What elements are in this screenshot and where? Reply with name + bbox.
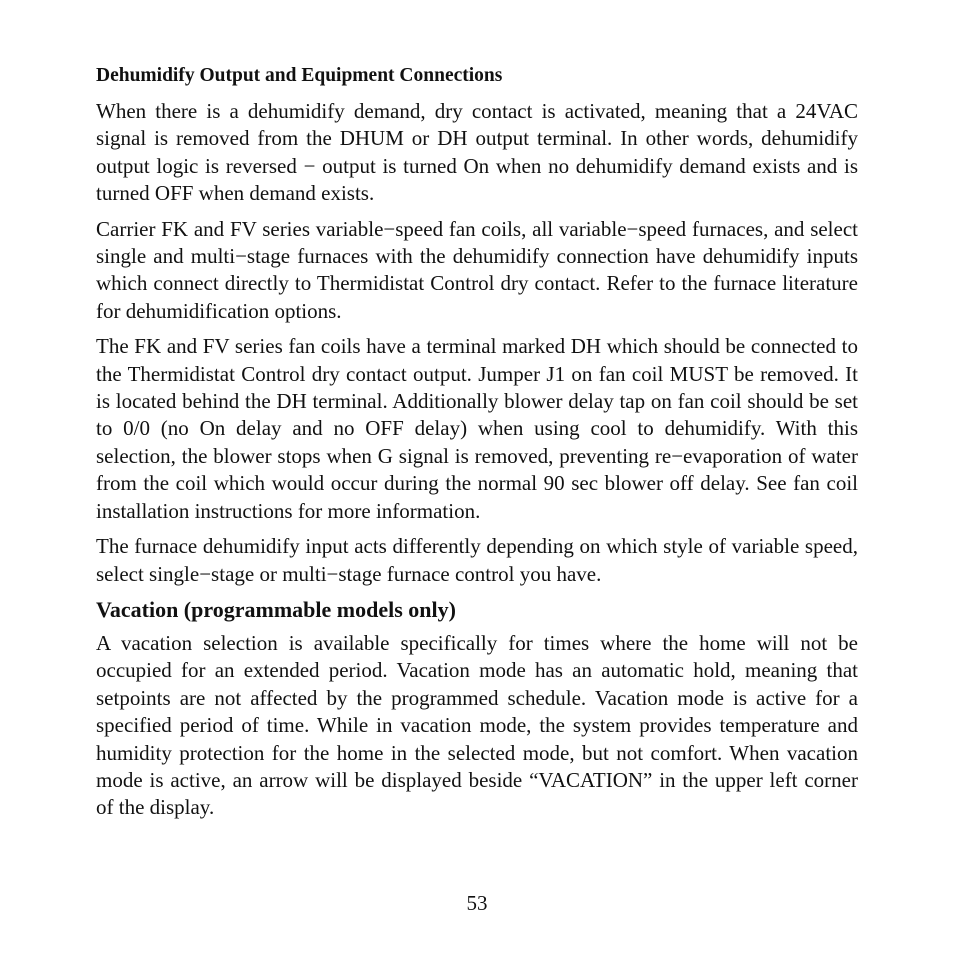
section-heading-dehumidify: Dehumidify Output and Equipment Connections xyxy=(96,65,503,86)
paragraph-vacation-1: A vacation selection is available specifically for times where the home will not be occupied for an extended period. Vacation mode has an automatic hold, meaning that setpoints are not affected by the programmed schedule. Vacation mode is active for a specified period of time. While in vacation mode, the system provides temperature and humidity protection for the home in the selected mode, but not comfort. When vacation mode is active, an arrow will be displayed beside “VACATION” in the upper left corner of the display. xyxy=(96,630,858,820)
document-page xyxy=(96,64,858,830)
section-heading-vacation: Vacation (programmable models only) xyxy=(96,596,456,622)
paragraph-dehumidify-3: The FK and FV series fan coils have a terminal marked DH which should be connected to the Thermidistat Control dry contact output. Jumper J1 on fan coil MUST be removed. It is located behind the DH terminal. Additionally blower delay tap on fan coil should be set to 0/0 (no On delay and no OFF delay) when using cool to dehumidify. With this selection, the blower stops when G signal is removed, preventing re−evaporation of water from the coil which would occur during the normal 90 sec blower off delay. See fan coil installation instructions for more information. xyxy=(96,334,858,523)
page-number: 53 xyxy=(466,891,488,915)
paragraph-dehumidify-4: The furnace dehumidify input acts differently depending on which style of variable speed, select single−stage or multi−stage furnace control you have. xyxy=(96,534,858,586)
paragraph-dehumidify-2: Carrier FK and FV series variable−speed fan coils, all variable−speed furnaces, and select single and multi−stage furnaces with the dehumidify connection have dehumidify inputs which connect directly to Thermidistat Control dry contact. Refer to the furnace literature for dehumidification options. xyxy=(96,216,858,323)
paragraph-dehumidify-1: When there is a dehumidify demand, dry contact is activated, meaning that a 24VAC signal is removed from the DHUM or DH output terminal. In other words, dehumidify output logic is reversed − output is turned On when no dehumidify demand exists and is turned OFF when demand exists. xyxy=(96,99,858,206)
